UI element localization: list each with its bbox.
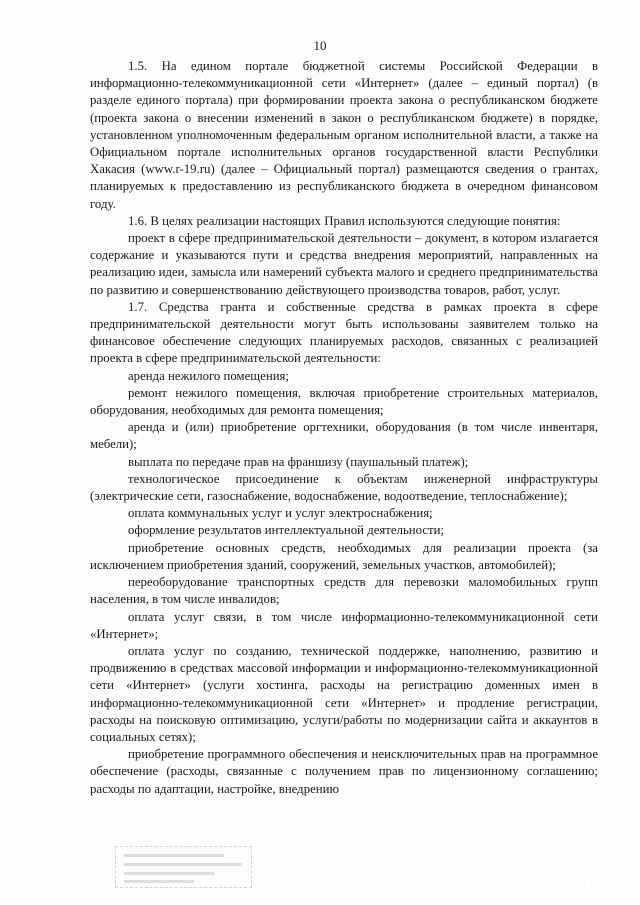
list-item: оплата услуг связи, в том числе информационно-телекоммуникационной сети «Интернет»; <box>90 609 598 641</box>
paragraph-1-7: 1.7. Средства гранта и собственные средства в рамках проекта в сфере предпринимательской деятельности могут быть использованы заявителем только на финансовое обеспечение следующих планируемых расходов, связанных с реализацией проекта в сфере предпринимательской деятельности: <box>90 299 598 366</box>
paragraph-1-6: 1.6. В целях реализации настоящих Правил используются следующие понятия: <box>128 213 561 228</box>
list-item: аренда нежилого помещения; <box>128 368 289 383</box>
list-item: технологическое присоединение к объектам инженерной инфраструктуры (электрические сети, газоснабжение, водоснабжение, водоотведение, теплоснабжение); <box>90 471 598 504</box>
scan-mark: · <box>583 878 586 887</box>
page-number: 10 <box>313 38 327 53</box>
list-item: приобретение программного обеспечения и неисключительных прав на программное обеспечение (расходы, связанные с получением прав по лицензионному соглашению; расходы по адаптации, настройке, внедрению <box>90 747 598 796</box>
paragraph-1-5: 1.5. На едином портале бюджетной системы Российской Федерации в информационно-телекоммуникационной сети «Интернет» (далее – единый портал) (в разделе единого портала) при формировании проекта закона о республиканском бюджете (проекта закона о внесении изменений в закон о республиканском бюджете) в порядке, установленном уполномоченным федеральным органом исполнительной власти, а также на Официальном портале исполнительных органов государственной власти Республики Хакасия (www.r-19.ru) (далее – Официальный портал) размещаются сведения о грантах, планируемых к предоставлению из республиканского бюджета в очередном финансовом году. <box>90 59 598 211</box>
paragraph-definition: проект в сфере предпринимательской деятельности – документ, в котором излагается содержание и указываются пути и средства внедрения мероприятий, направленных на реализацию идеи, замысла или намерений субъекта малого и среднего предпринимательства по развитию и совершенствованию действующего производства товаров, работ, услуг. <box>90 231 598 297</box>
document-body <box>90 58 598 798</box>
list-item: аренда и (или) приобретение оргтехники, оборудования (в том числе инвентаря, мебели); <box>90 420 598 452</box>
list-item: оплата коммунальных услуг и услуг электроснабжения; <box>128 506 433 521</box>
list-item: приобретение основных средств, необходимых для реализации проекта (за исключением приобретения зданий, сооружений, земельных участков, автомобилей); <box>90 540 598 572</box>
list-item: выплата по передаче прав на франшизу (паушальный платеж); <box>128 454 469 469</box>
faded-stamp <box>115 846 252 888</box>
list-item: оформление результатов интеллектуальной деятельности; <box>128 523 445 538</box>
list-item: оплата услуг по созданию, технической поддержке, наполнению, развитию и продвижению в средствах массовой информации и информационно-телекоммуникационной сети «Интернет» (услуги хостинга, расходы на регистрацию доменных имен в информационно-телекоммуникационной сети «Интернет» и продление регистрации, расходы на поисковую оптимизацию, услуги/работы по модернизации сайта и аккаунтов в социальных сетях); <box>90 643 598 744</box>
list-item: ремонт нежилого помещения, включая приобретение строительных материалов, оборудования, необходимых для ремонта помещения; <box>90 385 598 418</box>
list-item: переоборудование транспортных средств для перевозки маломобильных групп населения, в том числе инвалидов; <box>90 575 598 607</box>
